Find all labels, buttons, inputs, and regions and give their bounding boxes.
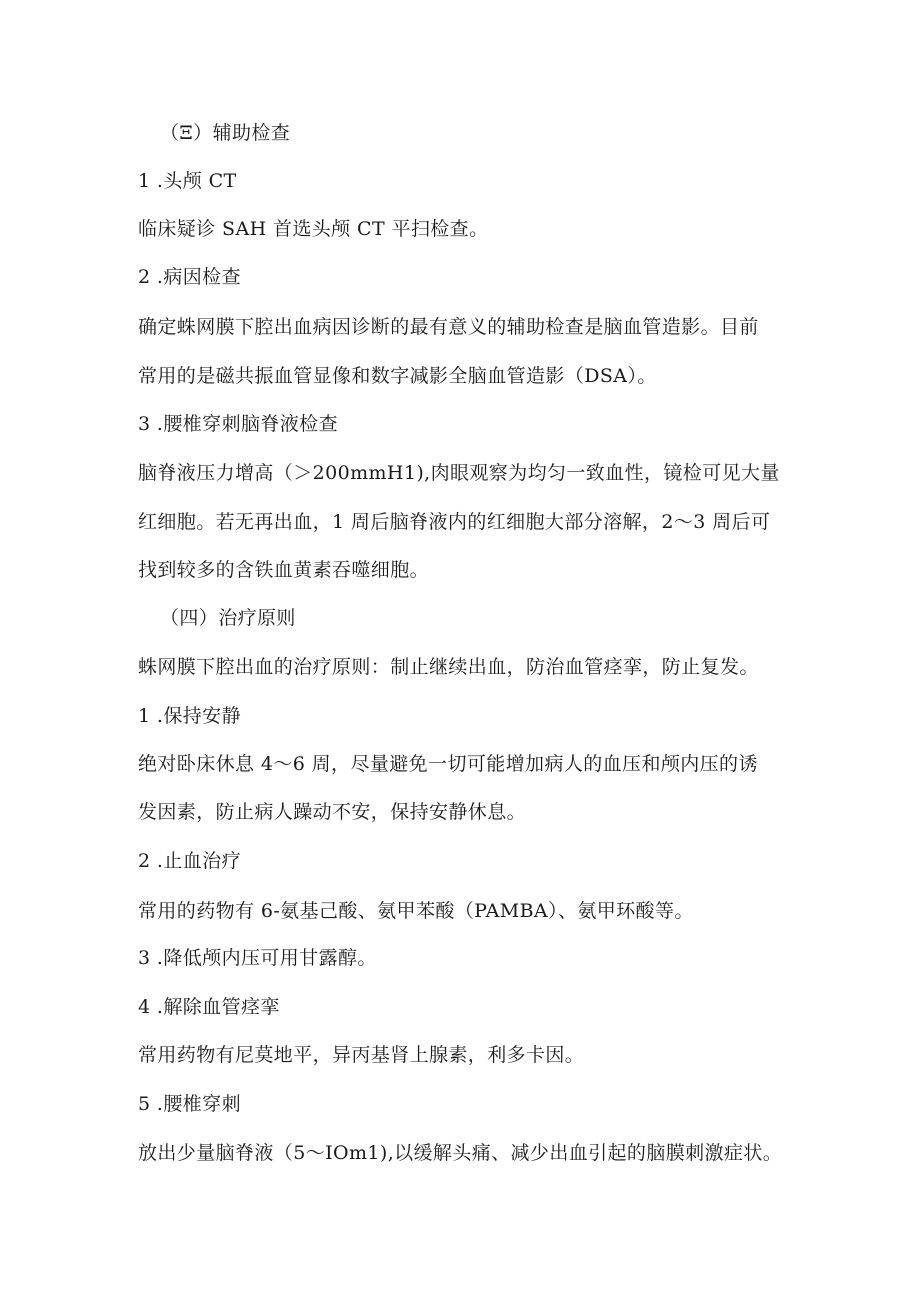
subheading-keep-quiet: 1 .保持安静 <box>138 705 241 727</box>
subheading-relieve-vasospasm: 4 .解除血管痉挛 <box>138 996 280 1018</box>
subheading-lower-icp: 3 .降低颅内压可用甘露醇。 <box>138 947 377 969</box>
subheading-lumbar-puncture: 5 .腰椎穿刺 <box>138 1093 241 1115</box>
paragraph-line: 红细胞。若无再出血，1 周后脑脊液内的红细胞大部分溶解，2～3 周后可 <box>138 511 771 533</box>
paragraph-line: 绝对卧床休息 4～6 周，尽量避免一切可能增加病人的血压和颅内压的诱 <box>138 753 758 775</box>
section-heading-treatment-principles: （四）治疗原则 <box>160 607 296 629</box>
paragraph-line: 常用的药物有 6-氨基己酸、氨甲苯酸（PAMBA）、氨甲环酸等。 <box>138 900 694 922</box>
paragraph-line: 发因素，防止病人躁动不安，保持安静休息。 <box>138 801 527 823</box>
paragraph-line: 放出少量脑脊液（5～IOm1),以缓解头痛、减少出血引起的脑膜刺激症状。 <box>138 1142 783 1164</box>
paragraph-line: 常用药物有尼莫地平，异丙基肾上腺素，利多卡因。 <box>138 1044 585 1066</box>
paragraph-line: 脑脊液压力增高（＞200mmH1),肉眼观察为均匀一致血性，镜检可见大量 <box>138 462 780 484</box>
subheading-hemostatic-treatment: 2 .止血治疗 <box>138 850 241 872</box>
subheading-head-ct: 1 .头颅 CT <box>138 170 237 192</box>
paragraph-line: 常用的是磁共振血管显像和数字减影全脑血管造影（DSA）。 <box>138 365 657 387</box>
subheading-etiology-exam: 2 .病因检查 <box>138 266 241 288</box>
paragraph-line: 找到较多的含铁血黄素吞噬细胞。 <box>138 559 430 581</box>
paragraph-line: 蛛网膜下腔出血的治疗原则：制止继续出血，防治血管痉挛，防止复发。 <box>138 656 759 678</box>
section-heading-auxiliary-exam: （Ξ）辅助检查 <box>160 122 291 144</box>
paragraph-line: 临床疑诊 SAH 首选头颅 CT 平扫检查。 <box>138 218 489 240</box>
paragraph-line: 确定蛛网膜下腔出血病因诊断的最有意义的辅助检查是脑血管造影。目前 <box>138 316 759 338</box>
subheading-lumbar-puncture-csf: 3 .腰椎穿刺脑脊液检查 <box>138 413 338 435</box>
